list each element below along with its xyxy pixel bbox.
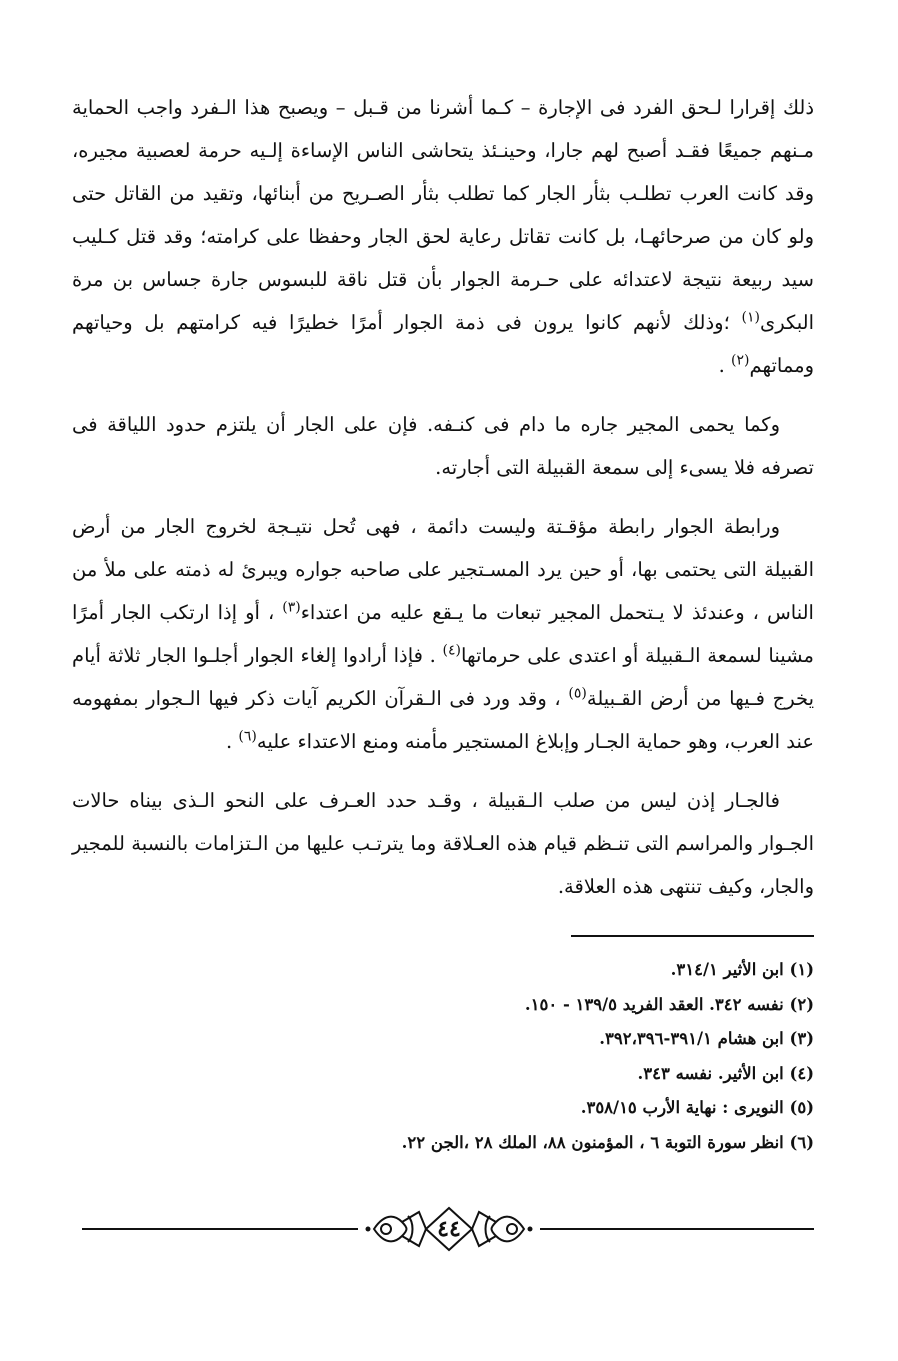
body-text	[72, 86, 814, 924]
footer-rule-left	[82, 1228, 358, 1230]
paragraph-text: ، أو إذا ارتكب الجار أمرًا مشينا لسمعة الـقبيلة أو اعتدى على حرماتها	[72, 601, 814, 667]
footnote-reference: (٦)	[238, 728, 257, 745]
footer-rule-right	[540, 1228, 814, 1230]
paragraph	[72, 86, 814, 387]
footnote-2: (٢) نفسه ٣٤٢. العقد الفريد ١٣٩/٥ - ١٥٠.	[524, 994, 814, 1014]
footnote-reference: (٤)	[442, 642, 462, 659]
footnote-reference: (١)	[741, 309, 760, 326]
paragraph-text: .	[225, 730, 239, 753]
paragraph-text: وكما يحمى المجير جاره ما دام فى كنـفه. فإن على الجار أن يلتزم حدود اللياقة فى تصرفه فلا يسىء إلى سمعة القبيلة التى أجارته.	[72, 413, 814, 479]
footnote-5: (٥) النويرى : نهاية الأرب ٣٥٨/١٥.	[580, 1098, 814, 1117]
paragraph-text: ورابطة الجوار رابطة مؤقـتة وليست دائمة ، فهى تُحل نتيـجة لخروج الجار من أرض القبيلة التى يحتمى بها، أو حين يرد المسـتجير على صاحبه جواره ويبرئ له ذمته على ملأ من الناس ، وعندئذ لا يـتحمل المجير تبعات ما يـقع عليه من اعتداء	[72, 515, 814, 624]
footnote-4: (٤) ابن الأثير. نفسه ٣٤٣.	[637, 1063, 814, 1083]
paragraph-text: ذلك إقرارا لـحق الفرد فى الإجارة – كـما أشرنا من قـبل – ويصبح هذا الـفرد واجب الحماية مـنهم جميعًا فقـد أصبح لهم جارا، وحينـئذ يتحاشى الناس الإساءة إلـيه حرمة لعصبية مجيره، وقد كانت العرب تطلـب بثأر الجار كما تطلب بثأر الصـريح من أبنائها، وتقيد من القاتل حتى ولو كان من صرحائهـا، بل كانت تقاتل رعاية لحق الجار وحفظا على كرامته؛ وقد قتل كـليب سيد ربيعة نتيجة لاعتدائه على حـرمة الجوار بأن قتل ناقة للبسوس جارة جساس بن مرة البكرى	[72, 96, 814, 334]
footnote-separator	[571, 935, 814, 937]
footnote-reference: (٥)	[568, 685, 587, 702]
paragraph-text: .	[718, 354, 732, 377]
paragraph-text: ؛وذلك لأنهم كانوا يرون فى ذمة الجوار أمرًا خطيرًا فيه كرامتهم بل وحياتهم ومماتهم	[72, 311, 814, 377]
arabesque-ornament-icon	[364, 1204, 534, 1254]
footnote-reference: (٣)	[282, 599, 301, 616]
footnote-6: (٦) انظر سورة التوبة ٦ ، المؤمنون ٨٨، الملك ٢٨ ،الجن ٢٢.	[401, 1132, 814, 1152]
footnotes	[72, 953, 814, 1160]
paragraph	[72, 403, 814, 489]
footnote-3: (٣) ابن هشام ٣٩١/١-٣٩٢،٣٩٦.	[599, 1029, 814, 1048]
paragraph	[72, 505, 814, 763]
page-number: ٤٤	[437, 1216, 461, 1242]
paragraph-text: . فإذا أرادوا إلغاء الجوار أجلـوا الجار ثلاثة أيام يخرج فـيها من أرض القـبيلة	[72, 644, 814, 710]
paragraph-text: ، وقد ورد فى الـقرآن الكريم آيات ذكر فيها الـجوار بمفهومه عند العرب، وهو حماية الجـار وإبلاغ المستجير مأمنه ومنع الاعتداء عليه	[72, 687, 814, 753]
footnote-1: (١) ابن الأثير ٣١٤/١.	[670, 960, 814, 979]
page-footer	[82, 1204, 814, 1254]
paragraph	[72, 779, 814, 908]
footnote-reference: (٢)	[731, 352, 750, 369]
paragraph-text: فالجـار إذن ليس من صلب الـقبيلة ، وقـد حدد العـرف على النحو الـذى بيناه حالات الجـوار والمراسم التى تنـظم قيام هذه العـلاقة وما يترتـب عليها من الـتزامات بالنسبة للمجير والجار، وكيف تنتهى هذه العلاقة.	[72, 789, 814, 898]
